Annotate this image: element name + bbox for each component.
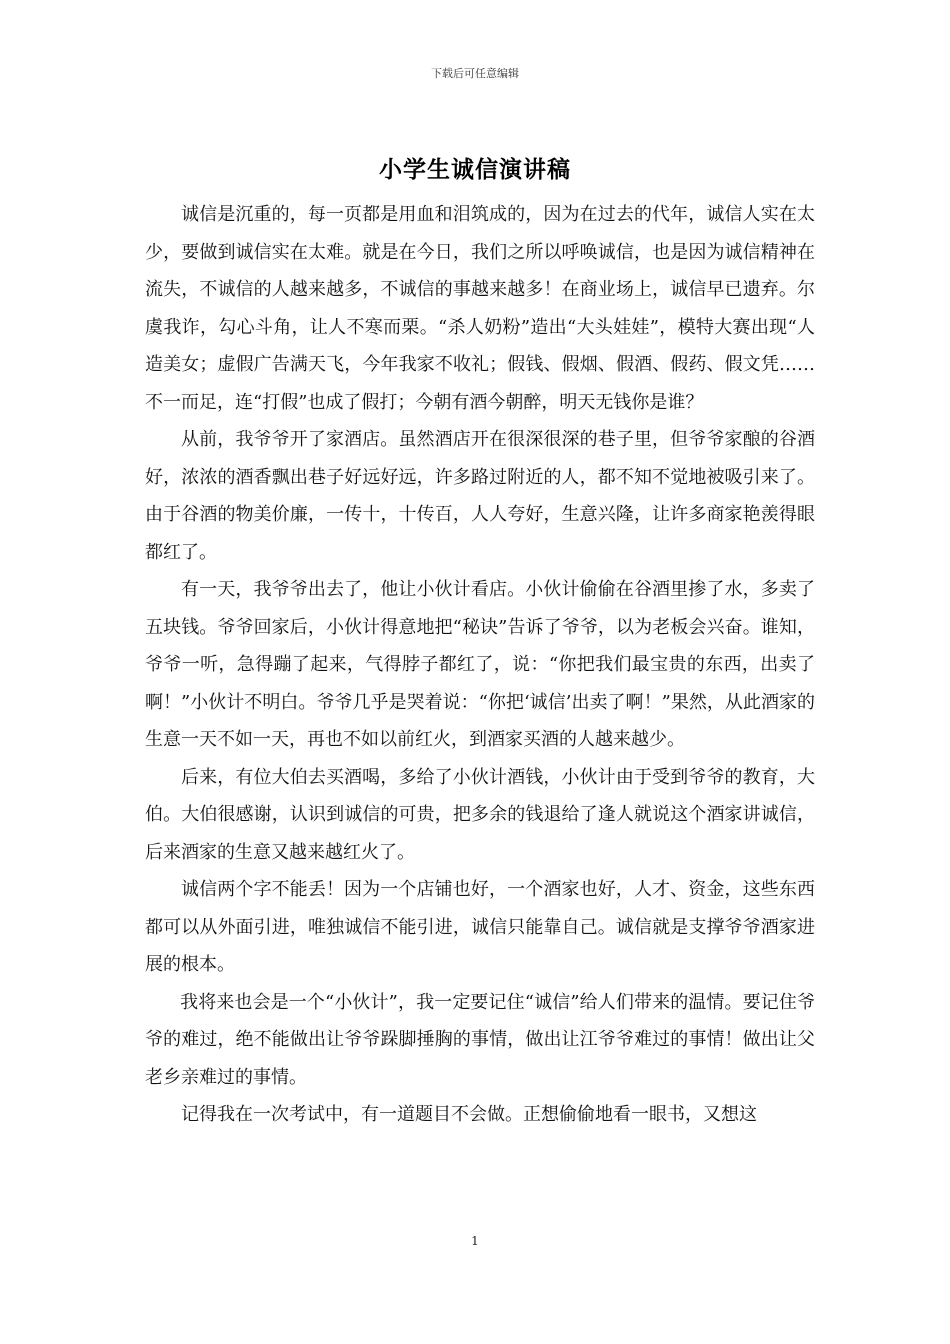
paragraph-5: 诚信两个字不能丢！因为一个店铺也好，一个酒家也好，人才、资金，这些东西都可以从外面引进，唯独诚信不能引进，诚信只能靠自己。诚信就是支撑爷爷酒家进展的根本。 (145, 879, 815, 975)
paragraph-3: 有一天，我爷爷出去了，他让小伙计看店。小伙计偷偷在谷酒里掺了水，多卖了五块钱。爷爷回家后，小伙计得意地把“秘诀”告诉了爷爷，以为老板会兴奋。谁知，爷爷一听，急得蹦了起来，气得脖子都红了，说：“你把我们最宝贵的东西，出卖了啊！”小伙计不明白。爷爷几乎是哭着说：“你把‘诚信’出卖了啊！”果然，从此酒家的生意一天不如一天，再也不如以前红火，到酒家买酒的人越来越少。 (145, 579, 815, 750)
page-number: 1 (471, 1234, 479, 1248)
header-note: 下载后可任意编辑 (431, 67, 519, 80)
paragraph-2: 从前，我爷爷开了家酒店。虽然酒店开在很深很深的巷子里，但爷爷家酿的谷酒好，浓浓的酒香飘出巷子好远好远，许多路过附近的人，都不知不觉地被吸引来了。由于谷酒的物美价廉，一传十，十传百，人人夸好，生意兴隆，让许多商家艳羡得眼都红了。 (145, 429, 815, 563)
paragraph-1: 诚信是沉重的，每一页都是用血和泪筑成的，因为在过去的代年，诚信人实在太少，要做到诚信实在太难。就是在今日，我们之所以呼唤诚信，也是因为诚信精神在流失，不诚信的人越来越多，不诚信的事越来越多！在商业场上，诚信早已遗弃。尔虞我诈，勾心斗角，让人不寒而栗。“杀人奶粉”造出“大头娃娃”，模特大赛出现“人造美女；虚假广告满天飞，今年我家不收礼；假钱、假烟、假酒、假药、假文凭……不一而足，连“打假”也成了假打；今朝有酒今朝醉，明天无钱你是谁？ (145, 204, 815, 413)
document-body (145, 196, 815, 1134)
paragraph-6: 我将来也会是一个“小伙计”，我一定要记住“诚信”给人们带来的温情。要记住爷爷的难过，绝不能做出让爷爷跺脚捶胸的事情，做出让江爷爷难过的事情！做出让父老乡亲难过的事情。 (145, 991, 815, 1088)
document-title: 小学生诚信演讲稿 (379, 156, 571, 183)
paragraph-4: 后来，有位大伯去买酒喝，多给了小伙计酒钱，小伙计由于受到爷爷的教育，大伯。大伯很感谢，认识到诚信的可贵，把多余的钱退给了逢人就说这个酒家讲诚信，后来酒家的生意又越来越红火了。 (145, 766, 815, 863)
paragraph-7: 记得我在一次考试中，有一道题目不会做。正想偷偷地看一眼书，又想这 (181, 1104, 757, 1125)
